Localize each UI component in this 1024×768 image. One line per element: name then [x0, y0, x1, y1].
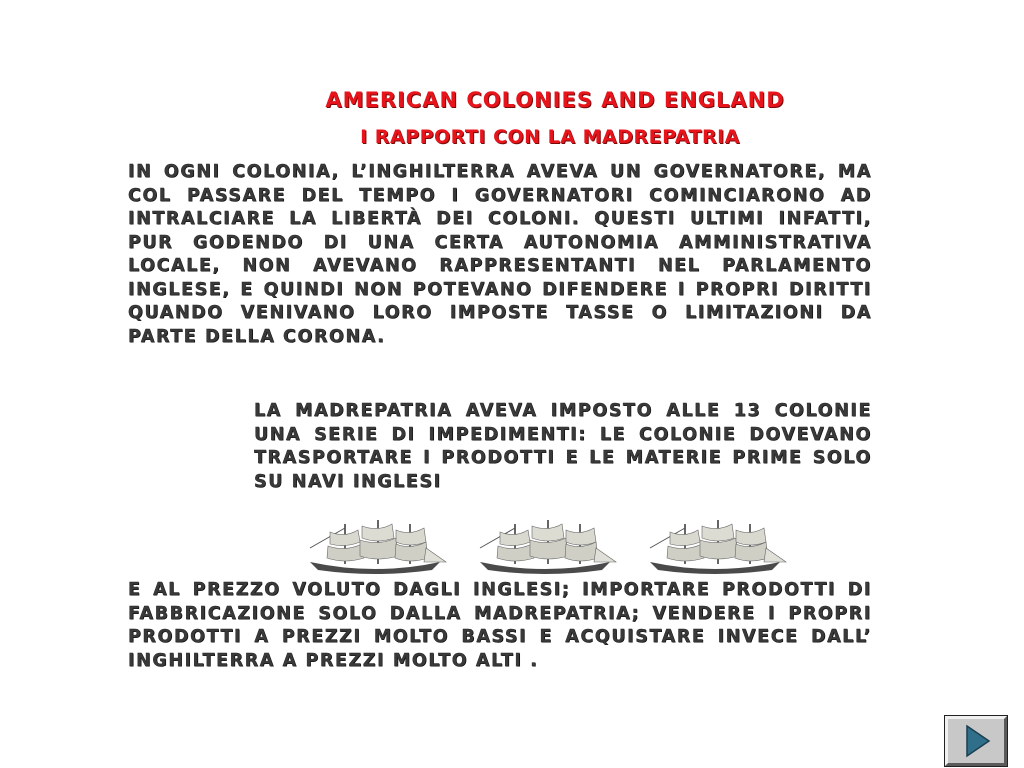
sailing-ship-icon [470, 518, 620, 576]
sailing-ship-icon [640, 518, 790, 576]
slide-title: AMERICAN COLONIES AND ENGLAND [325, 88, 785, 112]
play-arrow-icon [948, 719, 1004, 763]
next-slide-button[interactable] [945, 716, 1007, 766]
paragraph-impediments: LA MADREPATRIA AVEVA IMPOSTO ALLE 13 COLONIE UNA SERIE DI IMPEDIMENTI: LE COLONIE DOVEVANO TRASPORTARE I PRODOTTI E LE MATERIE PRIME SOLO SU NAVI INGLESI [254, 401, 872, 492]
paragraph-governors: IN OGNI COLONIA, L’INGHILTERRA AVEVA UN GOVERNATORE, MA COL PASSARE DEL TEMPO I GOVERNATORI COMINCIARONO AD INTRALCIARE LA LIBERTÀ DEI COLONI. QUESTI ULTIMI INFATTI, PUR GODENDO DI UNA CERTA AUTONOMIA AMMINISTRATIVA LOCALE, NON AVEVANO RAPPRESENTANTI NEL PARLAMENTO INGLESE, E QUINDI NON POTEVANO DIFENDERE I PROPRI DIRITTI QUANDO VENIVANO LORO IMPOSTE TASSE O LIMITAZIONI DA PARTE DELLA CORONA. [128, 162, 872, 347]
ships-row [300, 518, 790, 578]
paragraph-trade-rules: E AL PREZZO VOLUTO DAGLI INGLESI; IMPORTARE PRODOTTI DI FABBRICAZIONE SOLO DALLA MADREPATRIA; VENDERE I PROPRI PRODOTTI A PREZZI MOLTO BASSI E ACQUISTARE INVECE DALL’ INGHILTERRA A PREZZI MOLTO ALTI . [128, 580, 872, 671]
slide-subtitle: I RAPPORTI CON LA MADREPATRIA [360, 126, 740, 148]
sailing-ship-icon [300, 518, 450, 576]
